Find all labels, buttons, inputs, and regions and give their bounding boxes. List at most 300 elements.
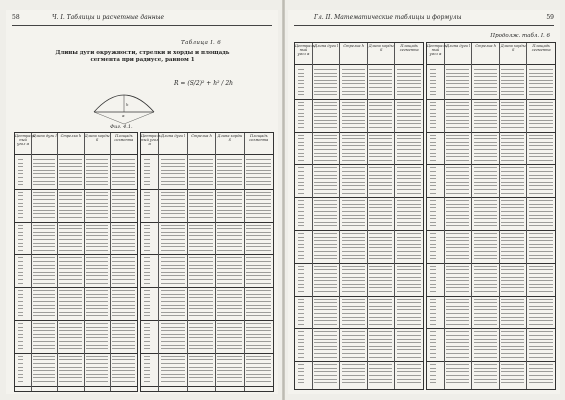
table-row (86, 275, 108, 276)
table-column (527, 43, 555, 389)
table-row (397, 160, 421, 161)
table-row (59, 225, 81, 226)
table-row (18, 246, 23, 247)
table-row (369, 375, 392, 376)
table-row (298, 382, 304, 383)
table-row (246, 279, 271, 280)
table-row (397, 218, 421, 219)
table-row (112, 272, 135, 273)
column-header: Стрелка h (58, 133, 83, 155)
row-group-divider (395, 230, 423, 231)
table-row (501, 138, 524, 139)
table-row (86, 239, 108, 240)
row-group-divider (500, 197, 527, 198)
table-row (474, 204, 497, 205)
table-row (18, 345, 23, 346)
table-row (112, 348, 135, 349)
table-row (474, 346, 497, 347)
table-row (144, 345, 150, 346)
table-column (340, 43, 368, 389)
table-row (112, 210, 135, 211)
column-header: Длина дуги l (32, 133, 57, 155)
table-row (529, 357, 553, 358)
table-row (298, 80, 304, 81)
row-group-divider (159, 189, 186, 190)
table-row (144, 170, 150, 171)
row-group-divider (313, 197, 340, 198)
table-row (33, 283, 55, 284)
table-row (18, 381, 23, 382)
row-group-divider (500, 132, 527, 133)
table-row (501, 342, 524, 343)
table-row (397, 277, 421, 278)
table-row (446, 342, 469, 343)
table-row (474, 215, 497, 216)
table-row (86, 315, 108, 316)
table-row (144, 159, 150, 160)
table-row (430, 171, 436, 172)
table-row (86, 279, 108, 280)
table-row (369, 185, 392, 186)
table-row (529, 324, 553, 325)
column-header: Длина дуги l (445, 43, 472, 65)
table-row (430, 335, 436, 336)
table-row (144, 283, 150, 284)
table-column (245, 133, 273, 391)
table-row (246, 341, 271, 342)
table-row (144, 297, 150, 298)
table-row (144, 359, 150, 360)
table-row (314, 225, 337, 226)
table-row (446, 258, 469, 259)
table-row (397, 251, 421, 252)
table-row (246, 327, 271, 328)
row-group-divider (188, 222, 215, 223)
table-row (397, 116, 421, 117)
table-row (161, 327, 185, 328)
table-row (474, 382, 497, 383)
table-row (246, 345, 271, 346)
table-row (161, 246, 185, 247)
table-row (217, 166, 241, 167)
table-row (446, 200, 469, 201)
row-group-divider (159, 386, 186, 387)
table-row (298, 342, 304, 343)
table-row (298, 207, 304, 208)
table-row (369, 225, 392, 226)
table-row (246, 246, 271, 247)
table-row (217, 323, 241, 324)
table-row (189, 246, 213, 247)
table-row (342, 189, 365, 190)
table-row (18, 181, 23, 182)
table-row (217, 235, 241, 236)
table-row (298, 200, 304, 201)
table-row (501, 156, 524, 157)
table-row (501, 237, 524, 238)
table-row (529, 258, 553, 259)
table-column (15, 133, 36, 391)
table-column (141, 133, 162, 391)
table-row (298, 280, 304, 281)
table-row (86, 261, 108, 262)
table-row (161, 356, 185, 357)
table-row (112, 265, 135, 266)
table-row (342, 156, 365, 157)
table-row (298, 149, 304, 150)
table-row (217, 363, 241, 364)
row-group-divider (85, 353, 110, 354)
table-row (18, 213, 23, 214)
table-row (430, 225, 436, 226)
table-row (446, 113, 469, 114)
table-row (529, 142, 553, 143)
row-group-divider (141, 222, 158, 223)
table-row (189, 327, 213, 328)
table-row (314, 222, 337, 223)
table-row (501, 349, 524, 350)
table-row (430, 277, 436, 278)
table-row (18, 163, 23, 164)
table-row (529, 225, 553, 226)
table-row (298, 269, 304, 270)
table-row (18, 374, 23, 375)
table-row (161, 334, 185, 335)
table-row (397, 94, 421, 95)
table-row (501, 149, 524, 150)
table-row (161, 199, 185, 200)
table-row (397, 357, 421, 358)
table-row (217, 210, 241, 211)
table-row (474, 113, 497, 114)
table-row (474, 237, 497, 238)
table-row (86, 367, 108, 368)
table-row (529, 342, 553, 343)
table-row (369, 269, 392, 270)
radius-formula: R = (S/2)² + h² / 2h (174, 80, 234, 87)
table-row (246, 239, 271, 240)
row-group-divider (245, 222, 273, 223)
table-row (112, 374, 135, 375)
table-row (161, 370, 185, 371)
table-row (18, 228, 23, 229)
table-row (144, 348, 150, 349)
table-row (246, 206, 271, 207)
table-row (430, 375, 436, 376)
table-row (529, 368, 553, 369)
table-column (111, 133, 137, 391)
table-row (144, 217, 150, 218)
table-row (86, 217, 108, 218)
table-row (342, 145, 365, 146)
table-row (430, 342, 436, 343)
table-row (314, 189, 337, 190)
table-row (474, 211, 497, 212)
table-row (430, 127, 436, 128)
table-row (298, 215, 304, 216)
row-group-divider (445, 296, 472, 297)
table-row (430, 247, 436, 248)
table-row (397, 324, 421, 325)
table-row (59, 370, 81, 371)
table-row (86, 297, 108, 298)
table-row (369, 175, 392, 176)
table-row (86, 337, 108, 338)
table-row (314, 368, 337, 369)
table-row (246, 334, 271, 335)
table-row (430, 287, 436, 288)
table-row (246, 268, 271, 269)
table-row (161, 206, 185, 207)
table-row (314, 218, 337, 219)
table-row (446, 339, 469, 340)
table-row (298, 204, 304, 205)
table-row (501, 185, 524, 186)
table-row (501, 240, 524, 241)
table-row (298, 291, 304, 292)
table-row (217, 305, 241, 306)
table-row (161, 159, 185, 160)
table-row (314, 331, 337, 332)
table-row (246, 381, 271, 382)
svg-text:h: h (126, 102, 129, 107)
table-row (59, 195, 81, 196)
table-row (369, 353, 392, 354)
table-row (529, 94, 553, 95)
table-row (430, 113, 436, 114)
table-row (342, 317, 365, 318)
table-row (144, 192, 150, 193)
table-row (529, 87, 553, 88)
table-row (397, 149, 421, 150)
table-row (397, 346, 421, 347)
table-row (59, 330, 81, 331)
table-row (217, 250, 241, 251)
table-row (314, 113, 337, 114)
table-row (298, 83, 304, 84)
table-row (217, 283, 241, 284)
table-row (314, 237, 337, 238)
row-group-divider (368, 99, 395, 100)
table-row (144, 199, 150, 200)
table-row (112, 294, 135, 295)
table-row (342, 331, 365, 332)
table-row (446, 349, 469, 350)
table-row (246, 225, 271, 226)
table-row (501, 247, 524, 248)
table-row (59, 374, 81, 375)
row-group-divider (58, 254, 83, 255)
table-row (298, 182, 304, 183)
table-row (298, 189, 304, 190)
table-row (501, 273, 524, 274)
table-row (342, 185, 365, 186)
table-row (18, 177, 23, 178)
table-row (397, 335, 421, 336)
table-row (298, 218, 304, 219)
table-row (59, 181, 81, 182)
row-group-divider (395, 132, 423, 133)
table-row (430, 94, 436, 95)
table-row (189, 283, 213, 284)
table-row (529, 331, 553, 332)
table-row (161, 312, 185, 313)
table-row (430, 320, 436, 321)
table-row (246, 348, 271, 349)
table-row (529, 277, 553, 278)
row-group-divider (340, 328, 367, 329)
table-row (529, 255, 553, 256)
table-row (59, 184, 81, 185)
table-row (161, 217, 185, 218)
table-row (342, 73, 365, 74)
table-row (86, 308, 108, 309)
table-row (501, 91, 524, 92)
table-row (33, 334, 55, 335)
table-row (397, 368, 421, 369)
table-row (217, 367, 241, 368)
table-row (369, 94, 392, 95)
table-row (446, 222, 469, 223)
table-row (189, 312, 213, 313)
table-row (430, 317, 436, 318)
table-row (112, 363, 135, 364)
table-row (430, 91, 436, 92)
table-row (246, 181, 271, 182)
table-row (86, 345, 108, 346)
table-column (445, 43, 473, 389)
table-row (342, 153, 365, 154)
table-row (501, 153, 524, 154)
table-row (369, 339, 392, 340)
table-row (161, 235, 185, 236)
table-row (430, 142, 436, 143)
row-group-divider (295, 197, 312, 198)
table-row (59, 265, 81, 266)
row-group-divider (85, 222, 110, 223)
table-row (446, 102, 469, 103)
table-row (33, 210, 55, 211)
table-row (86, 213, 108, 214)
table-row (189, 166, 213, 167)
table-row (501, 120, 524, 121)
table-row (446, 324, 469, 325)
table-row (369, 215, 392, 216)
table-row (430, 83, 436, 84)
table-row (430, 204, 436, 205)
table-row (18, 272, 23, 273)
table-row (529, 364, 553, 365)
row-group-divider (368, 263, 395, 264)
table-row (189, 173, 213, 174)
table-row (342, 83, 365, 84)
table-row (446, 335, 469, 336)
table-row (161, 377, 185, 378)
table-row (246, 294, 271, 295)
table-row (474, 349, 497, 350)
table-row (112, 315, 135, 316)
table-row (246, 250, 271, 251)
table-row (430, 244, 436, 245)
table-row (446, 142, 469, 143)
row-group-divider (472, 230, 499, 231)
table-row (501, 83, 524, 84)
table-row (446, 284, 469, 285)
table-row (246, 192, 271, 193)
table-row (112, 246, 135, 247)
table-row (246, 275, 271, 276)
table-row (369, 302, 392, 303)
table-row (430, 251, 436, 252)
table-row (474, 266, 497, 267)
table-row (397, 204, 421, 205)
table-row (33, 159, 55, 160)
column-header: Централь-ный угол α (427, 43, 444, 65)
table-row (446, 302, 469, 303)
table-row (397, 240, 421, 241)
table-row (189, 250, 213, 251)
left-running-title: Ч. I. Таблицы и расчетные данные (52, 14, 165, 21)
table-row (246, 301, 271, 302)
table-row (314, 102, 337, 103)
table-row (189, 341, 213, 342)
table-row (314, 371, 337, 372)
table-row (369, 320, 392, 321)
row-group-divider (313, 328, 340, 329)
table-row (501, 306, 524, 307)
table-row (430, 313, 436, 314)
table-row (342, 302, 365, 303)
table-row (246, 217, 271, 218)
table-row (474, 160, 497, 161)
table-row (369, 182, 392, 183)
table-row (342, 324, 365, 325)
table-row (501, 302, 524, 303)
table-row (314, 277, 337, 278)
table-row (474, 331, 497, 332)
table-row (217, 239, 241, 240)
table-row (189, 377, 213, 378)
table-row (33, 184, 55, 185)
row-group-divider (295, 296, 312, 297)
table-row (430, 116, 436, 117)
table-row (59, 341, 81, 342)
table-row (59, 315, 81, 316)
table-row (314, 207, 337, 208)
table-row (501, 244, 524, 245)
table-row (342, 91, 365, 92)
row-group-divider (472, 361, 499, 362)
table-row (529, 266, 553, 267)
table-row (474, 357, 497, 358)
table-row (446, 91, 469, 92)
table-row (529, 116, 553, 117)
header-rule (294, 25, 554, 26)
table-row (446, 207, 469, 208)
row-group-divider (527, 328, 555, 329)
table-row (446, 266, 469, 267)
table-row (369, 149, 392, 150)
table-row (369, 109, 392, 110)
table-row (446, 109, 469, 110)
table-column (216, 133, 244, 391)
table-row (161, 359, 185, 360)
table-row (529, 207, 553, 208)
table-row (501, 368, 524, 369)
row-group-divider (395, 99, 423, 100)
table-row (474, 83, 497, 84)
table-row (501, 335, 524, 336)
